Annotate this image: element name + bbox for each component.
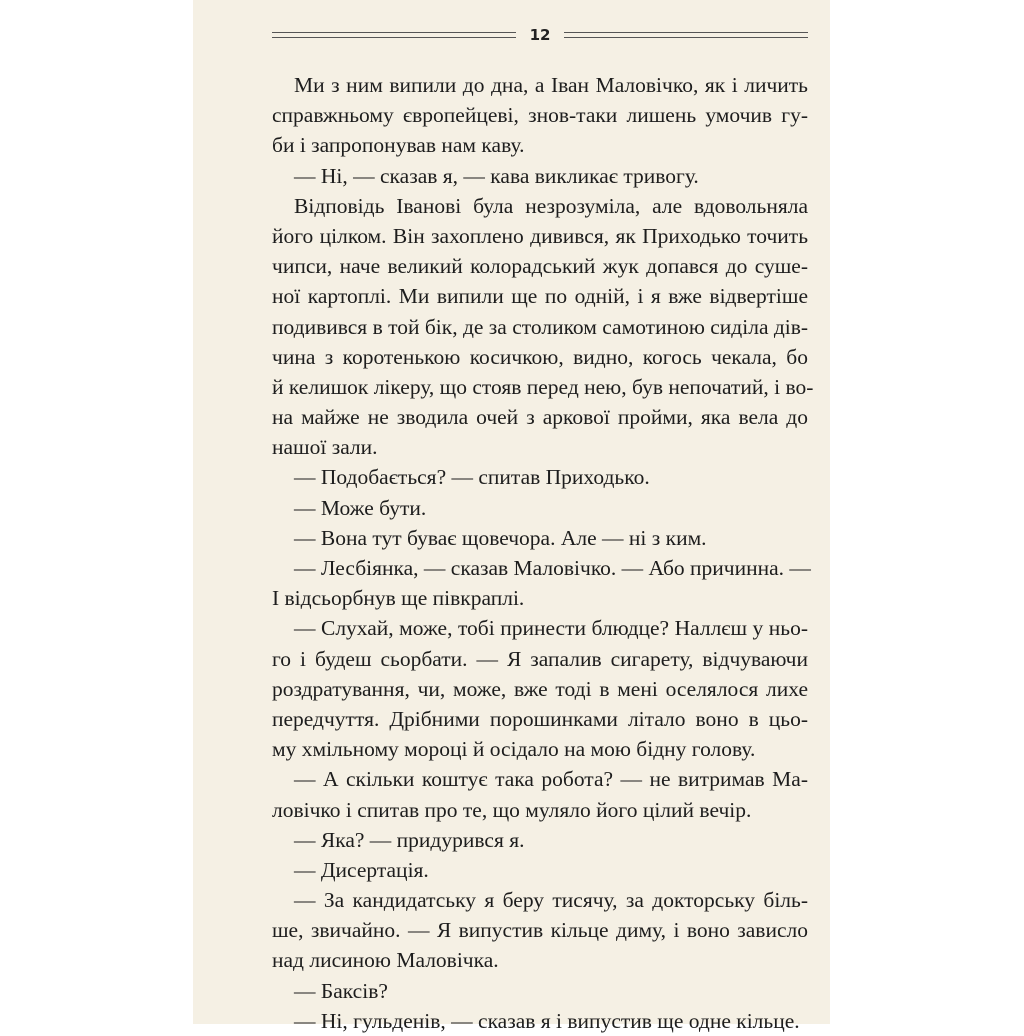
text-line: — Дисертація.: [294, 857, 429, 882]
text-line: роздратування, чи, може, вже тоді в мені оселялося лихе: [272, 676, 808, 701]
text-line: ше, звичайно. — Я випустив кільце диму, і воно зависло: [272, 918, 808, 943]
text-line: передчуття. Дрібними порошинками літало воно в цьо-: [272, 706, 808, 731]
text-line: — А скільки коштує така робота? — не витримав Ма-: [294, 767, 808, 792]
text-line: подивився в той бік, де за столиком самотиною сиділа дів-: [272, 314, 809, 339]
text-line: — Яка? — придурився я.: [294, 827, 525, 852]
header-rule-left: [272, 32, 516, 38]
page-number: 12: [529, 26, 551, 44]
text-line: — Слухай, може, тобі принести блюдце? Наллєш у ньо-: [294, 616, 808, 641]
text-line: — Вона тут буває щовечора. Але — ні з ким.: [294, 525, 707, 550]
text-line: над лисиною Маловічка.: [272, 948, 499, 973]
text-line: справжньому європейцеві, знов-таки лишень умочив гу-: [272, 103, 808, 128]
text-line: — За кандидатську я беру тисячу, за докторську біль-: [294, 888, 808, 913]
header-rule-right: [564, 32, 808, 38]
text-line: Ми з ним випили до дна, а Іван Маловічко, як і личить: [294, 73, 808, 97]
body-text: [272, 70, 814, 1036]
text-line: — Баксів?: [294, 978, 388, 1003]
page-header: [272, 24, 808, 46]
text-line: би і запропонував нам каву.: [272, 133, 525, 158]
text-line: — Ні, гульденів, — сказав я і випустив ще одне кільце.: [294, 1008, 800, 1033]
text-line: ної картоплі. Ми випили ще по одній, і я вже відвертіше: [272, 284, 808, 309]
text-line: — Ні, — сказав я, — кава викликає тривогу.: [294, 163, 699, 188]
text-line: го і будеш сьорбати. — Я запалив сигарету, відчуваючи: [272, 646, 808, 671]
text-line: — Може бути.: [294, 495, 427, 520]
text-line: на майже не зводила очей з аркової пройми, яка вела до: [272, 405, 808, 430]
text-line: Відповідь Іванові була незрозуміла, але вдовольняла: [294, 193, 808, 218]
text-line: І відсьорбнув ще півкраплі.: [272, 586, 525, 611]
text-line: нашої зали.: [272, 435, 378, 460]
text-line: ловічко і спитав про те, що муляло його цілий вечір.: [272, 797, 752, 822]
text-line: чина з коротенькою косичкою, видно, когось чекала, бо: [272, 344, 808, 369]
text-line: — Лесбіянка, — сказав Маловічко. — Або причинна. —: [294, 556, 811, 580]
text-line: — Подобається? — спитав Приходько.: [294, 465, 650, 490]
text-line: й келишок лікеру, що стояв перед нею, був непочатий, і во-: [272, 374, 814, 399]
text-line: чипси, наче великий колорадський жук допався до суше-: [272, 254, 808, 279]
text-line: му хмільному мороці й осідало на мою бідну голову.: [272, 737, 756, 762]
text-line: його цілком. Він захоплено дивився, як Приходько точить: [272, 223, 808, 248]
